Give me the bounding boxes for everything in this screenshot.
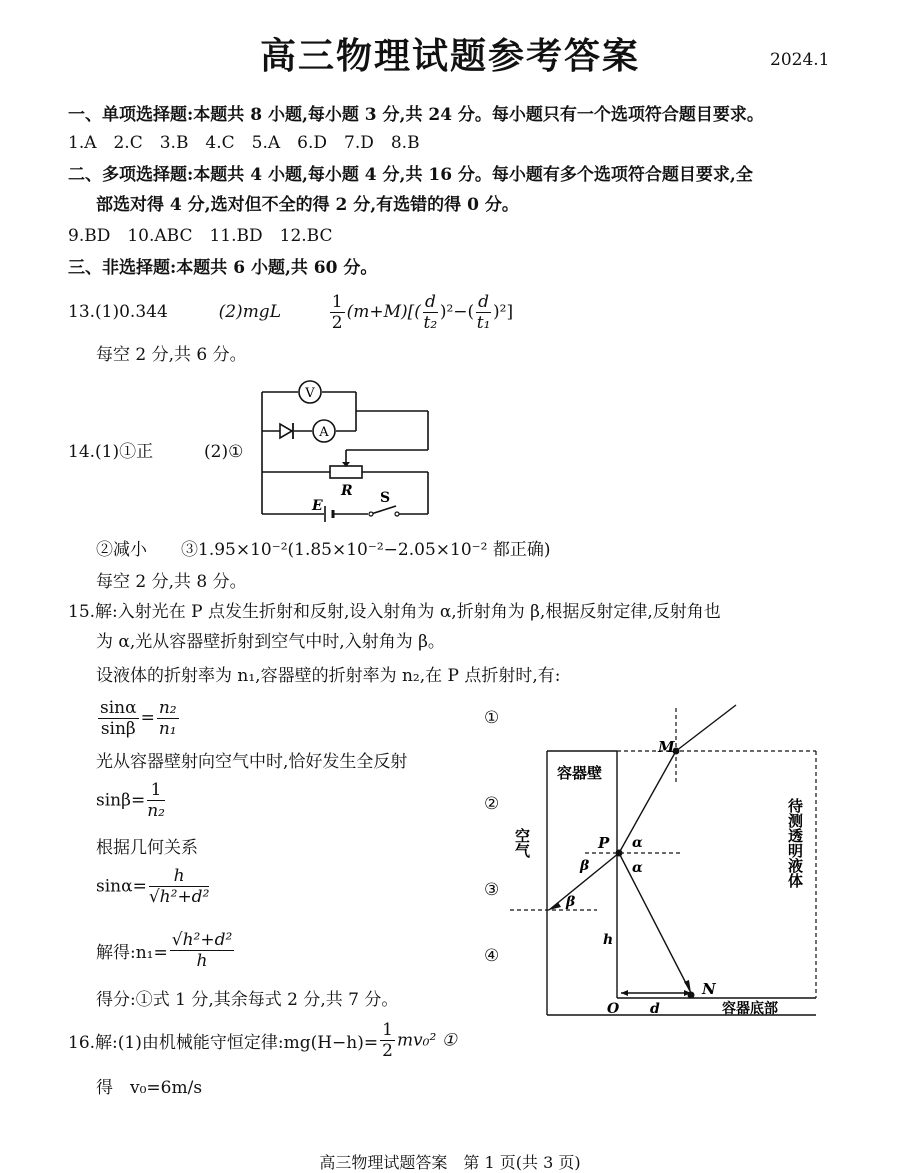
alpha-label-upper: α (632, 835, 643, 851)
q15-text3: 根据几何关系 (96, 838, 198, 858)
section2-heading-line1: 二、多项选择题:本题共 4 小题,每小题 4 分,共 16 分。每小题有多个选项符合题目要求,全 (68, 165, 753, 185)
q15-line1: 15.解:入射光在 P 点发生折射和反射,设入射角为 α,折射角为 β,根据反射定律,反射角也 (68, 602, 721, 622)
h-label: h (603, 932, 614, 948)
d-label: d (650, 1001, 660, 1017)
svg-text:A: A (319, 425, 329, 440)
q15-eq3-mark: ③ (484, 880, 500, 900)
bottom-label: 容器底部 (722, 1001, 778, 1017)
q15-line3: 设液体的折射率为 n₁,容器壁的折射率为 n₂,在 P 点折射时,有: (96, 666, 561, 686)
switch-label: S (380, 490, 391, 506)
section2-answers: 9.BD 10.ABC 11.BD 12.BC (68, 226, 333, 246)
point-n-label: N (702, 980, 716, 998)
q15-line2: 为 α,光从容器壁折射到空气中时,入射角为 β。 (96, 632, 445, 652)
battery-label: E (312, 498, 323, 514)
section1-answers: 1.A 2.C 3.B 4.C 5.A 6.D 7.D 8.B (68, 133, 420, 153)
point-o-label: O (607, 1001, 620, 1017)
section3-heading: 三、非选择题:本题共 6 小题,共 60 分。 (68, 258, 378, 278)
q16-line1: 16.解:(1)由机械能守恒定律:mg(H−h)= $\frac{1}{2}$ mv₀² ① (68, 1020, 457, 1061)
liquid-label: 待测透明液体 (786, 798, 804, 888)
alpha-label-lower: α (632, 860, 643, 876)
svg-text:V: V (305, 386, 315, 401)
q14-score: 每空 2 分,共 8 分。 (96, 572, 247, 592)
voltmeter-icon (299, 381, 321, 403)
q14-part1: 14.(1)①正 (68, 442, 154, 462)
beta-label-upper: β (580, 858, 590, 874)
q15-text2: 光从容器壁射向空气中时,恰好发生全反射 (96, 752, 408, 772)
q15-eq3: sinα= $\frac{h}{\text{√h²+d²}}$ (96, 866, 210, 907)
q13-middle: )²−( (439, 302, 475, 322)
battery-icon (325, 506, 333, 522)
q13-mid: (m+M)[( (346, 302, 421, 322)
q13-frac-d-t2: $\frac{d}{\text{t₂}}$ (423, 292, 438, 333)
q15-score: 得分:①式 1 分,其余每式 2 分,共 7 分。 (96, 990, 399, 1010)
page-title: 高三物理试题参考答案 (259, 35, 640, 77)
q13-frac-half: $\frac{1}{2}$ (331, 292, 343, 333)
section1-heading: 一、单项选择题:本题共 8 小题,每小题 3 分,共 24 分。每小题只有一个选项符合题目要求。 (68, 105, 764, 125)
wall-label: 容器壁 (557, 764, 603, 782)
q15-eq1: $\frac{\sin\alpha}{\sin\beta}$ = $\frac{\text{n₂}}{\text{n₁}}$ (100, 698, 177, 739)
q15-eq4-mark: ④ (484, 946, 500, 966)
q13-end: )²] (493, 302, 514, 322)
exam-date: 2024.1 (770, 50, 830, 70)
q15-eq4: 解得:n₁= $\frac{\text{√h²+d²}}{h}$ (96, 930, 233, 971)
q14-part2: (2)① (204, 442, 244, 462)
beta-label-lower: β (566, 894, 576, 910)
resistor-label: R (341, 483, 353, 499)
point-p-label: P (598, 834, 610, 852)
q16-line2: 得 v₀=6m/s (96, 1078, 203, 1098)
refraction-diagram (500, 700, 830, 1025)
ammeter-icon (313, 420, 335, 442)
page-footer: 高三物理试题答案 第 1 页(共 3 页) (319, 1153, 581, 1172)
air-label: 空气 (513, 828, 531, 858)
point-m-label: M (658, 738, 675, 756)
q15-eq1-mark: ① (484, 708, 500, 728)
q14-line2: ②减小 ③1.95×10⁻²(1.85×10⁻²−2.05×10⁻² 都正确) (96, 540, 551, 560)
diode-icon (280, 423, 293, 439)
q15-eq2-mark: ② (484, 794, 500, 814)
q15-eq2: sinβ= $\frac{1}{\text{n₂}}$ (96, 780, 165, 821)
q13-score: 每空 2 分,共 6 分。 (96, 345, 247, 365)
section2-heading-line2: 部选对得 4 分,选对但不全的得 2 分,有选错的得 0 分。 (96, 195, 519, 215)
circuit-diagram (250, 378, 440, 526)
q13-part1: 13.(1)0.344 (68, 302, 168, 322)
q13-answer (68, 292, 513, 333)
q13-part2: (2)mgL (218, 302, 281, 322)
q13-frac-d-t1: $\frac{d}{\text{t₁}}$ (476, 292, 491, 333)
